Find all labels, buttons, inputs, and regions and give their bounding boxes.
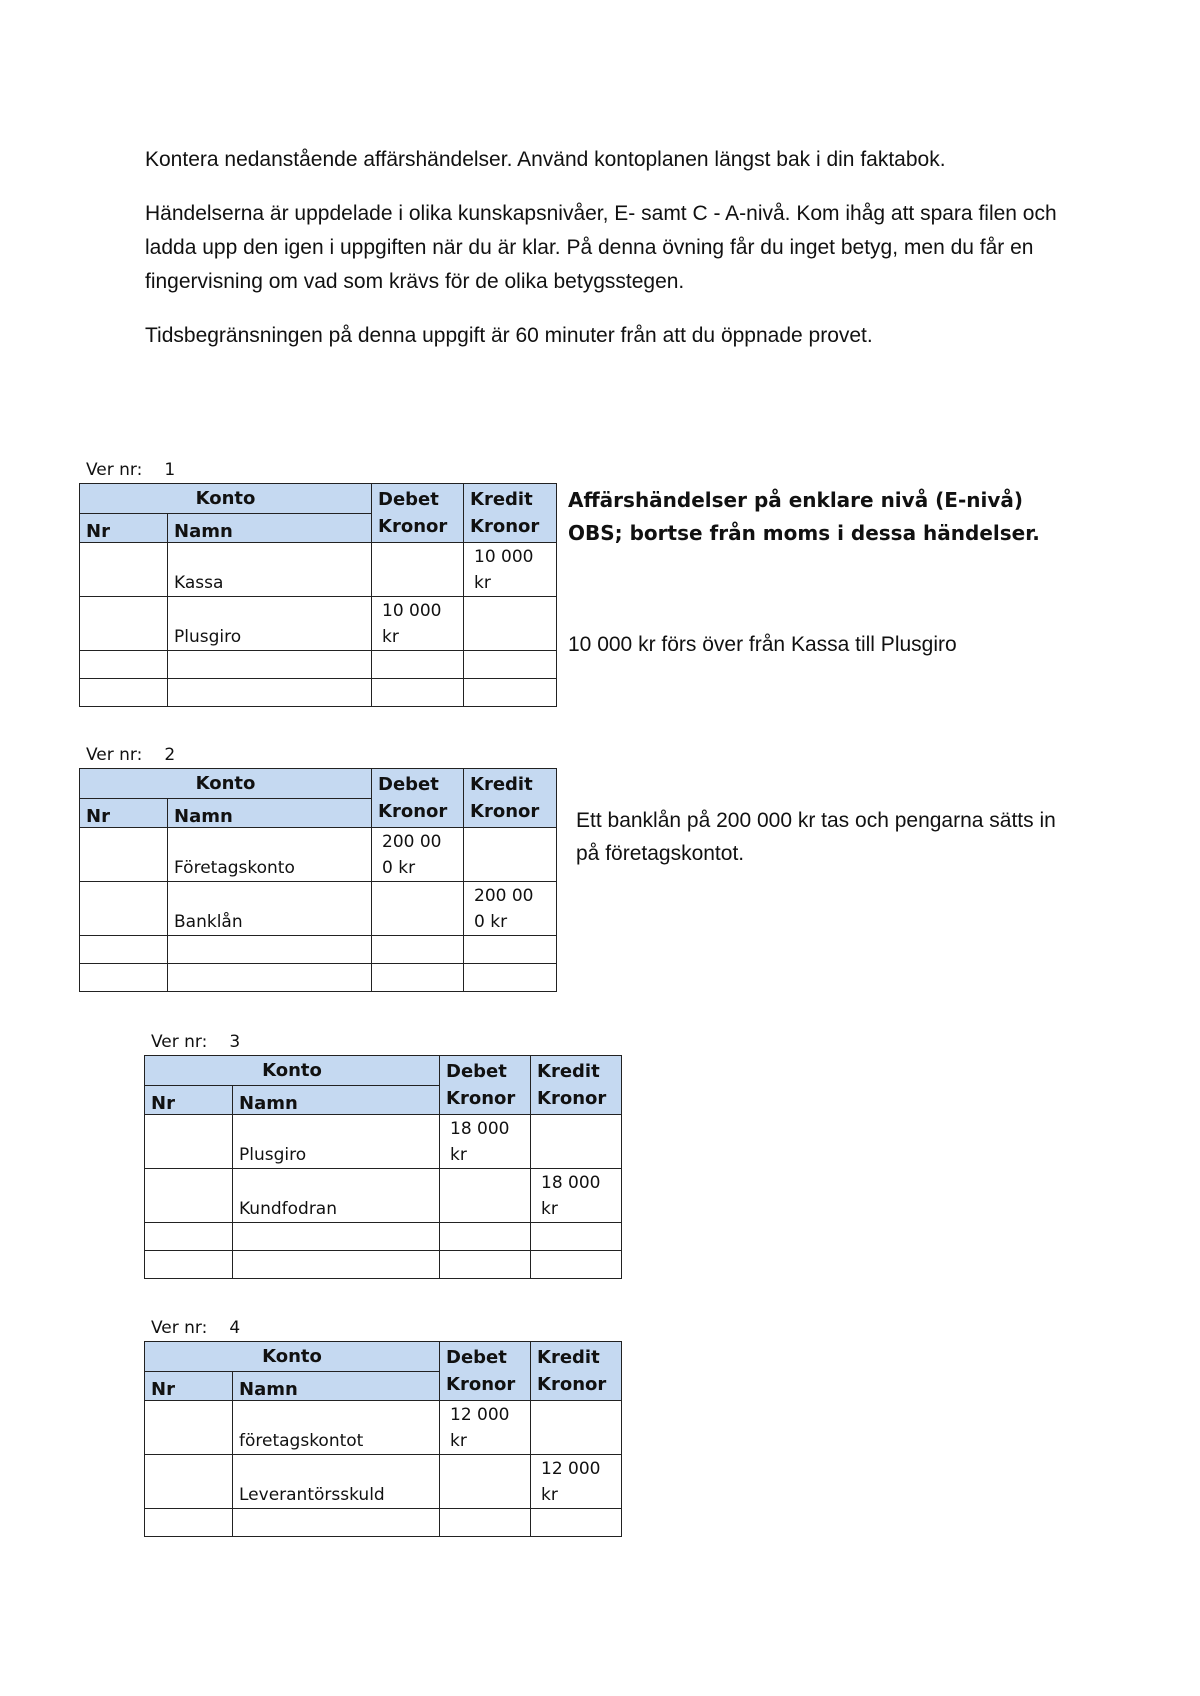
namn-cell[interactable]: Plusgiro [168, 597, 372, 651]
voucher-1 [79, 457, 557, 707]
nr-cell[interactable] [80, 882, 168, 936]
kredit-cell[interactable] [464, 936, 557, 964]
kredit-cell[interactable] [464, 964, 557, 992]
debet-cell[interactable] [372, 882, 464, 936]
ver-label: Ver nr: [86, 460, 143, 480]
nr-cell[interactable] [80, 651, 168, 679]
konto-header: Konto [145, 1342, 440, 1372]
kredit-cell[interactable] [531, 1223, 622, 1251]
debet-cell[interactable] [372, 964, 464, 992]
table-row [80, 964, 557, 992]
konto-header: Konto [80, 769, 372, 799]
voucher-table [144, 1055, 622, 1279]
namn-cell[interactable] [233, 1251, 440, 1279]
debet-header: Debet Kronor [440, 1342, 531, 1401]
kredit-cell[interactable]: 12 000 kr [531, 1455, 622, 1509]
nr-cell[interactable] [145, 1401, 233, 1455]
table-row [145, 1401, 622, 1455]
debet-header: Debet Kronor [372, 484, 464, 543]
nr-header: Nr [145, 1086, 233, 1115]
namn-cell[interactable]: Kassa [168, 543, 372, 597]
nr-cell[interactable] [80, 828, 168, 882]
kredit-cell[interactable] [531, 1251, 622, 1279]
debet-cell[interactable] [440, 1509, 531, 1537]
table-row [145, 1169, 622, 1223]
voucher-4 [144, 1315, 622, 1537]
table-row [80, 882, 557, 936]
namn-cell[interactable]: företagskontot [233, 1401, 440, 1455]
namn-header: Namn [168, 799, 372, 828]
table-row [145, 1251, 622, 1279]
table-row [80, 936, 557, 964]
debet-header: Debet Kronor [372, 769, 464, 828]
kredit-cell[interactable]: 18 000 kr [531, 1169, 622, 1223]
nr-cell[interactable] [145, 1169, 233, 1223]
event-description-1: 10 000 kr förs över från Kassa till Plusgiro [568, 633, 957, 656]
ver-label: Ver nr: [151, 1318, 208, 1338]
namn-cell[interactable] [168, 679, 372, 707]
instructions [145, 143, 1075, 373]
instruction-paragraph-1: Kontera nedanstående affärshändelser. Använd kontoplanen längst bak i din faktabok. [145, 148, 946, 171]
debet-cell[interactable]: 12 000 kr [440, 1401, 531, 1455]
kredit-cell[interactable] [531, 1115, 622, 1169]
table-row [145, 1223, 622, 1251]
nr-cell[interactable] [80, 679, 168, 707]
nr-header: Nr [80, 799, 168, 828]
nr-header: Nr [145, 1372, 233, 1401]
nr-cell[interactable] [145, 1509, 233, 1537]
table-row [145, 1455, 622, 1509]
konto-header: Konto [145, 1056, 440, 1086]
ver-label: Ver nr: [151, 1032, 208, 1052]
voucher-table [144, 1341, 622, 1537]
namn-cell[interactable]: Företagskonto [168, 828, 372, 882]
namn-cell[interactable] [168, 936, 372, 964]
namn-cell[interactable] [233, 1223, 440, 1251]
kredit-cell[interactable]: 10 000 kr [464, 543, 557, 597]
nr-cell[interactable] [80, 597, 168, 651]
namn-header: Namn [233, 1372, 440, 1401]
debet-cell[interactable] [372, 543, 464, 597]
ver-number: 4 [229, 1318, 241, 1338]
table-row [80, 828, 557, 882]
kredit-header: Kredit Kronor [464, 769, 557, 828]
nr-cell[interactable] [80, 543, 168, 597]
kredit-header: Kredit Kronor [464, 484, 557, 543]
namn-cell[interactable]: Kundfodran [233, 1169, 440, 1223]
ver-number: 2 [164, 745, 176, 765]
nr-cell[interactable] [145, 1251, 233, 1279]
table-row [145, 1509, 622, 1537]
debet-cell[interactable] [372, 651, 464, 679]
ver-number: 1 [164, 460, 176, 480]
instruction-paragraph-2: Händelserna är uppdelade i olika kunskapsnivåer, E- samt C - A-nivå. Kom ihåg att spara filen och ladda upp den igen i uppgiften när du är klar. På denna övning får du inget betyg, men du får en fingervisning om vad som krävs för de olika betygsstegen. [145, 202, 1057, 293]
instruction-paragraph-3: Tidsbegränsningen på denna uppgift är 60 minuter från att du öppnade provet. [145, 324, 873, 347]
ver-label: Ver nr: [86, 745, 143, 765]
debet-cell[interactable]: 18 000 kr [440, 1115, 531, 1169]
debet-cell[interactable] [440, 1455, 531, 1509]
nr-header: Nr [80, 514, 168, 543]
namn-cell[interactable]: Leverantörsskuld [233, 1455, 440, 1509]
level-heading: Affärshändelser på enklare nivå (E-nivå) OBS; bortse från moms i dessa händelser. [568, 488, 1040, 545]
voucher-table [79, 483, 557, 707]
kredit-cell[interactable]: 200 00 0 kr [464, 882, 557, 936]
namn-cell[interactable] [233, 1509, 440, 1537]
namn-cell[interactable]: Banklån [168, 882, 372, 936]
kredit-cell[interactable] [464, 828, 557, 882]
debet-cell[interactable] [440, 1169, 531, 1223]
namn-cell[interactable]: Plusgiro [233, 1115, 440, 1169]
kredit-cell[interactable] [531, 1401, 622, 1455]
nr-cell[interactable] [80, 936, 168, 964]
nr-cell[interactable] [80, 964, 168, 992]
kredit-header: Kredit Kronor [531, 1342, 622, 1401]
namn-cell[interactable] [168, 964, 372, 992]
table-row [145, 1115, 622, 1169]
kredit-header: Kredit Kronor [531, 1056, 622, 1115]
kredit-cell[interactable] [464, 597, 557, 651]
table-row [80, 597, 557, 651]
ver-number: 3 [229, 1032, 241, 1052]
debet-cell[interactable] [440, 1223, 531, 1251]
kredit-cell[interactable] [531, 1509, 622, 1537]
nr-cell[interactable] [145, 1455, 233, 1509]
namn-cell[interactable] [168, 651, 372, 679]
debet-cell[interactable]: 200 00 0 kr [372, 828, 464, 882]
namn-header: Namn [233, 1086, 440, 1115]
debet-cell[interactable] [440, 1251, 531, 1279]
nr-cell[interactable] [145, 1223, 233, 1251]
debet-header: Debet Kronor [440, 1056, 531, 1115]
debet-cell[interactable] [372, 936, 464, 964]
voucher-3 [144, 1029, 622, 1279]
voucher-2 [79, 742, 557, 992]
table-row [80, 543, 557, 597]
konto-header: Konto [80, 484, 372, 514]
table-row [80, 651, 557, 679]
debet-cell[interactable] [372, 679, 464, 707]
table-row [80, 679, 557, 707]
kredit-cell[interactable] [464, 679, 557, 707]
debet-cell[interactable]: 10 000 kr [372, 597, 464, 651]
event-description-2: Ett banklån på 200 000 kr tas och pengarna sätts in på företagskontot. [576, 809, 1056, 865]
namn-header: Namn [168, 514, 372, 543]
kredit-cell[interactable] [464, 651, 557, 679]
voucher-table [79, 768, 557, 992]
nr-cell[interactable] [145, 1115, 233, 1169]
